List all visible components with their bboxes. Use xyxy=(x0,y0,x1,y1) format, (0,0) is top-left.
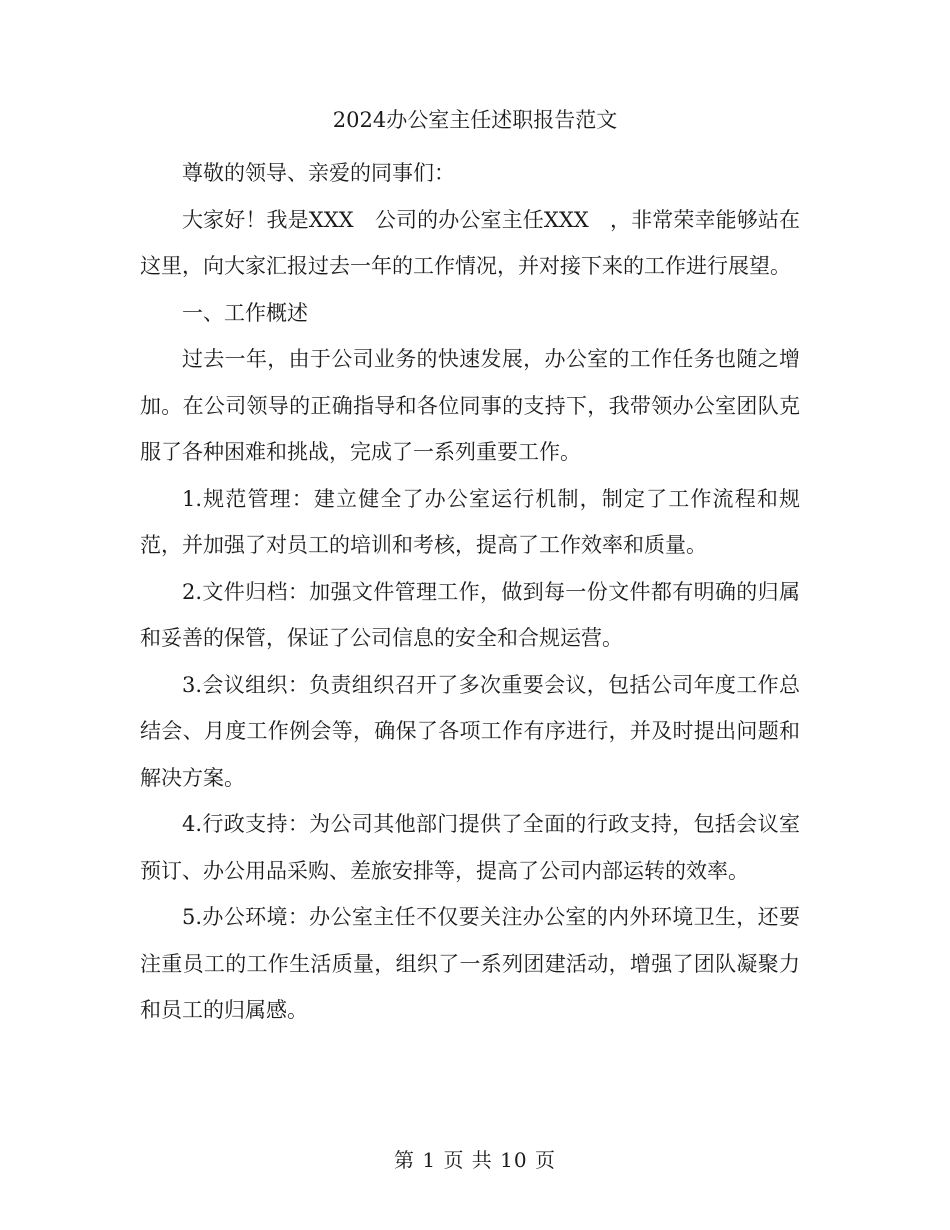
item-meeting-organization: 3.会议组织：负责组织召开了多次重要会议，包括公司年度工作总结会、月度工作例会等，确保了各项工作有序进行，并及时提出问题和解决方案。 xyxy=(140,672,800,790)
document-title: 2024办公室主任述职报告范文 xyxy=(332,108,618,132)
intro-paragraph: 大家好！我是XXX 公司的办公室主任XXX ，非常荣幸能够站在这里，向大家汇报过去一年的工作情况，并对接下来的工作进行展望。 xyxy=(140,207,800,278)
item-office-environment: 5.办公环境：办公室主任不仅要关注办公室的内外环境卫生，还要注重员工的工作生活质量，组织了一系列团建活动，增强了团队凝聚力和员工的归属感。 xyxy=(140,905,800,1022)
item-standardized-management: 1.规范管理：建立健全了办公室运行机制，制定了工作流程和规范，并加强了对员工的培训和考核，提高了工作效率和质量。 xyxy=(140,486,800,557)
overview-paragraph: 过去一年，由于公司业务的快速发展，办公室的工作任务也随之增加。在公司领导的正确指导和各位同事的支持下，我带领办公室团队克服了各种困难和挑战，完成了一系列重要工作。 xyxy=(140,347,800,464)
item-administrative-support: 4.行政支持：为公司其他部门提供了全面的行政支持，包括会议室预订、办公用品采购、差旅安排等，提高了公司内部运转的效率。 xyxy=(140,812,800,883)
page-footer: 第 1 页 共 10 页 xyxy=(394,1148,556,1172)
document-body xyxy=(140,150,800,1034)
salutation: 尊敬的领导、亲爱的同事们： xyxy=(182,161,455,185)
section-heading: 一、工作概述 xyxy=(182,300,308,325)
item-file-archiving: 2.文件归档：加强文件管理工作，做到每一份文件都有明确的归属和妥善的保管，保证了公司信息的安全和合规运营。 xyxy=(140,579,800,650)
